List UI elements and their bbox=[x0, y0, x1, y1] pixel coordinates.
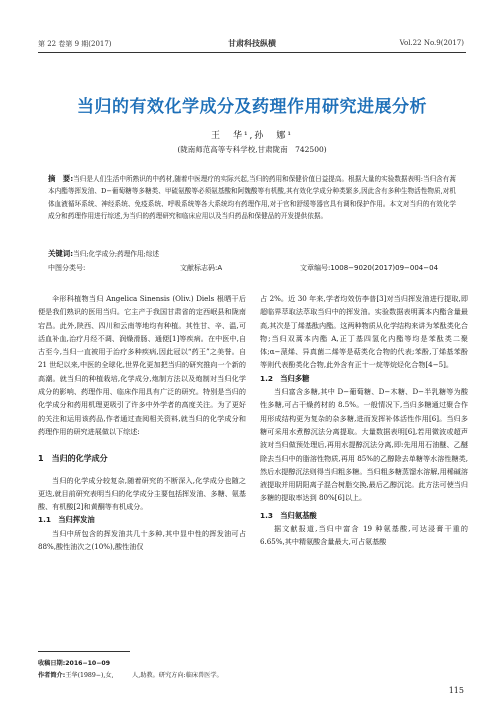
section-heading-1: 1 当归的化学成分 bbox=[38, 454, 108, 464]
paper-title: 当归的有效化学成分及药理作用研究进展分析 bbox=[77, 97, 427, 117]
author-bio-text: 王华(1989−),女, 人,助教。研究方向:临床兽医学。 bbox=[65, 672, 223, 679]
author-bio-label: 作者简介: bbox=[38, 672, 66, 679]
authors: 王 华¹,孙 娜¹ bbox=[210, 131, 294, 141]
keywords bbox=[48, 248, 456, 259]
header-volume: 第 22 卷第 9 期(2017) bbox=[38, 40, 112, 48]
subsection-1-1-paragraph: 当归中所包含的挥发油共几十多种,其中显中性的挥发油可占 88%,酸性油次之(10%),酸性油仅 bbox=[38, 528, 246, 552]
body-column-right bbox=[260, 292, 468, 549]
keywords-text: 当归;化学成分;药理作用;综述 bbox=[73, 250, 159, 258]
continued-paragraph: 占 2%。近 30 年来,学者均效仿李普[3]对当归挥发油进行提取,即超临界萃取法萃取当归中的挥发油。实验数据表明蒿本内酯含量最高,其次是丁烯基酞内酯。这两种物质从化学结构来讲为苯酞类化合物;当归双蒿本内酯 A,正丁基四氢化内酯等均是苯酞类二聚体;α−蒎烯、异真菌二烯等是萜类化合物的代表;苯酚,丁烯基苯酚等则代表酚类化合物,此外含有正十一烷等烷烃化合物[4−5]。 bbox=[260, 294, 468, 370]
keywords-label: 关键词: bbox=[48, 249, 74, 258]
document-code: 文献标志码:A bbox=[180, 264, 223, 272]
header-rule bbox=[38, 52, 466, 53]
subsection-heading-1-1: 1.1 当归挥发油 bbox=[38, 515, 95, 525]
received-date: 收稿日期:2016−10−09 bbox=[38, 660, 111, 667]
footnote-rule bbox=[38, 651, 130, 652]
clc-number: 中图分类号: bbox=[48, 264, 86, 272]
body-column-left bbox=[38, 292, 246, 553]
subsection-1-2-paragraph: 当归富含多糖,其中 D−葡萄糖、D−木糖、D−半乳糖等为酸性多糖,可占干燥药材的 8.5%。一般情况下,当归多糖通过聚合作用形成结构更为复杂的杂多糖,进而发挥补体活性作用[6]。当归多糖可采用水煮醇沉法分离提取。大量数据表明[6],若用微波或超声波对当归做预处理后,再用水提醇沉法分离,即:先用用石油醚、乙醚除去当归中的脂溶性物质,再用 85%的乙醇除去单糖等水溶性糖类,然后水提醇沉法则得当归粗多糖。当归粗多糖蒸馏水溶解,用稀碱溶液提取并用阴阳离子混合树脂交换,最后乙醇沉淀。此方法可使当归多糖的提取率达到 80%[6]以上。 bbox=[260, 387, 468, 503]
intro-paragraph: 伞形科植物当归 Angelica Sinensis (Oliv.) Diels 根晒干后便是我们熟识的医用当归。它主产于我国甘肃省的定西岷县和陇南宕昌。此外,陕西、四川和云南等地均有种植。其性甘、辛、温,可活血补血,治疗月经不调、润燥滑肠、通便[1]等疾病。在中医中,自古至今,当归一直被用于治疗多种疾病,因此冠以“药王”之美誉。自 21 世纪以来,中医的全球化,世界化更加把当归的研究推向一个新的高潮。就当归的种植栽培,化学成分,炮制方法以及炮制对当归化学成分的影响、药理作用、临床作用具有广泛的研究。特别是当归的化学成分和药用机理更吸引了许多中外学者的高度关注。为了更好的关注和运用该药品,作者通过查阅相关资料,就当归的化学成分和药理作用的研究进展做以下综述: bbox=[38, 294, 246, 436]
abstract bbox=[48, 173, 456, 223]
affiliation: (陇南师范高等专科学校,甘肃陇南 742500) bbox=[177, 145, 327, 154]
footnote-received bbox=[38, 658, 110, 667]
article-number: 文章编号:1008−9020(2017)09−004−04 bbox=[300, 264, 439, 272]
subsection-heading-1-2: 1.2 当归多糖 bbox=[260, 373, 310, 383]
abstract-text: 当归是人们生活中所熟识的中药材,随着中医理疗的实际兴起,当归的药用和保健价值日益提高。根据大量的实验数据表明:当归含有蒿本内酯等挥发油、D−葡萄糖等多糖类、甲硫氨酸等必须氨基酸和阿魏酸等有机酸,其有效化学成分种类繁多,因此含有多种生物活性物质,对机体血液循环系统、神经系统、免疫系统、呼吸系统等各大系统均有药理作用,对于官和舒缓等器官具有调和保护作用。本文对当归的有效化学成分和药理作用进行综述,为当归的药理研究和临床应用以及当归药品和保健品的开发提供依据。 bbox=[48, 175, 456, 221]
header-volume-en: Vol.22 No.9(2017) bbox=[399, 39, 464, 47]
abstract-label: 摘 要: bbox=[48, 174, 74, 183]
section-1-paragraph: 当归的化学成分较复杂,随着研究的不断深入,化学成分也随之更迭,就目前研究表明当归的化学成分主要包括挥发油、多糖、氨基酸、有机酸[2]和黄酮等有机成分。 bbox=[38, 475, 246, 512]
page-number: 115 bbox=[448, 686, 464, 695]
footnote-author bbox=[38, 670, 223, 679]
subsection-1-3-paragraph: 据文献报道,当归中富含 19 种氨基酸,可达浸膏干重的 6.65%,其中精氨酸含量最大,可占氨基酸 bbox=[260, 524, 468, 547]
header-journal-name: 甘肃科技纵横 bbox=[228, 38, 276, 48]
subsection-heading-1-3: 1.3 当归氨基酸 bbox=[260, 510, 317, 520]
